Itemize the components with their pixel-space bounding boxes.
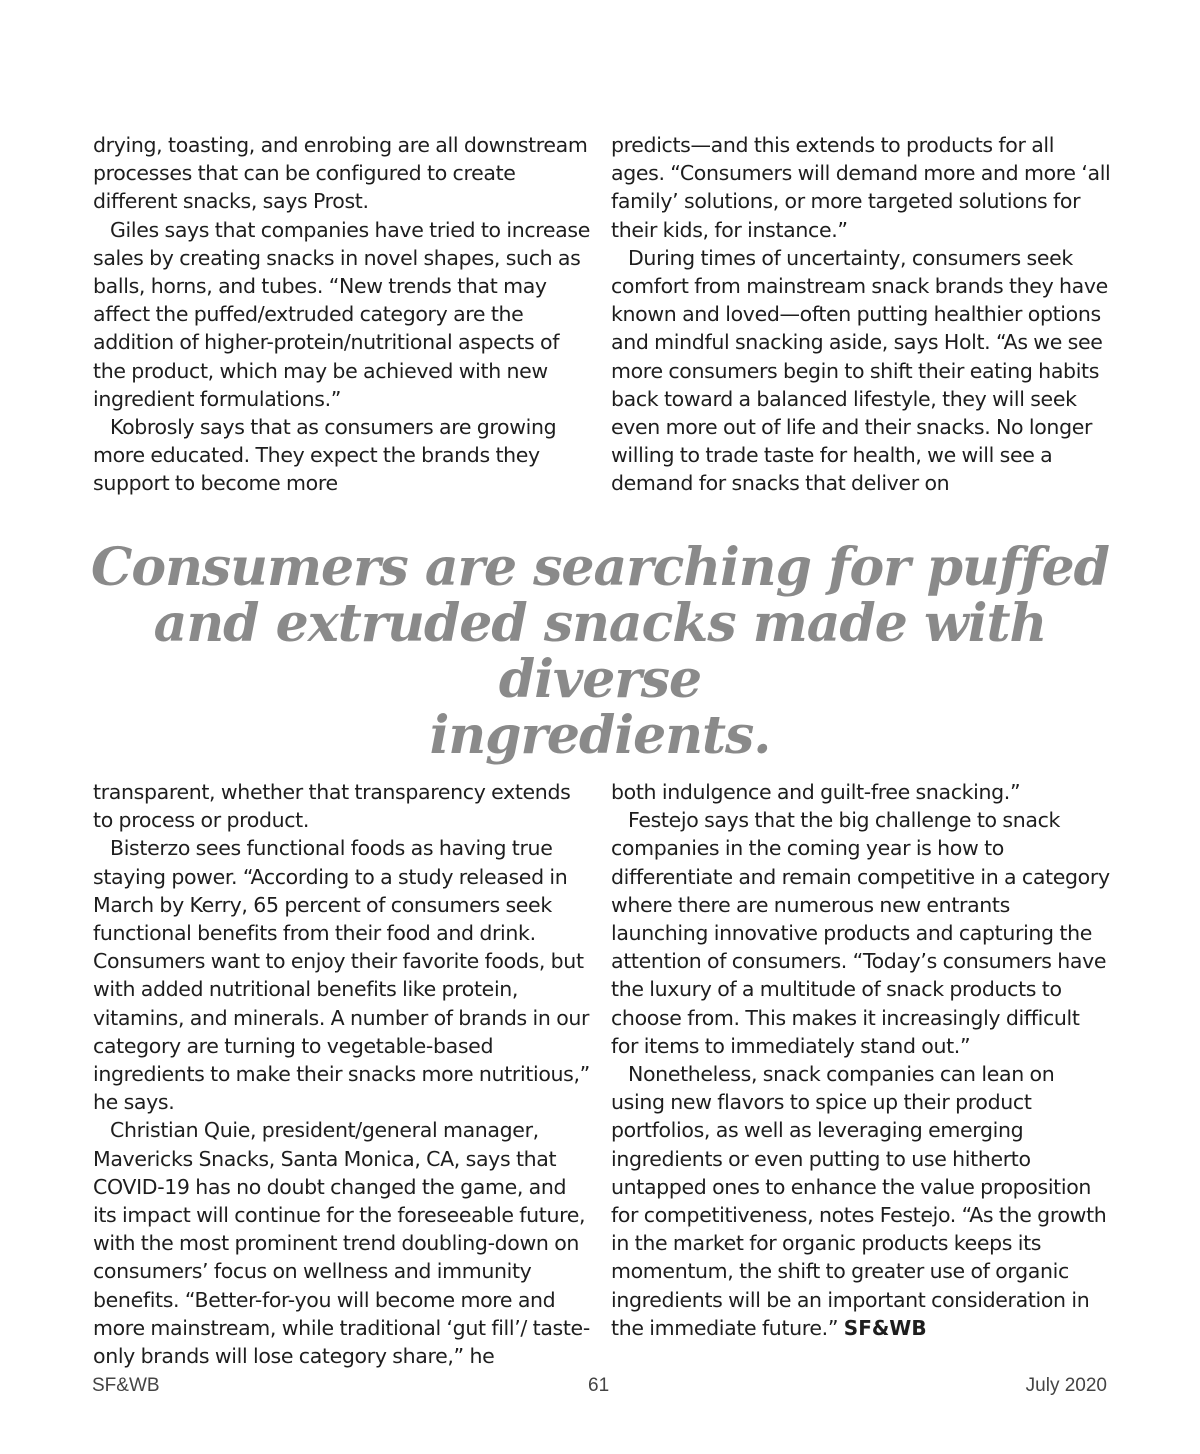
paragraph: transparent, whether that transparency extends to process or product. [93,780,571,833]
pull-quote [60,537,1140,766]
publication-signoff: SF&WB [843,1315,927,1340]
paragraph: Kobrosly says that as consumers are growing more educated. They expect the brands they support to become more [93,415,557,496]
paragraph-text: Nonetheless, snack companies can lean on using new flavors to spice up their product portfolios, as well as leveraging emerging ingredients or even putting to use hitherto untapped ones to enhance the value proposition for competitiveness, notes Festejo. “As the growth in the market for organic products keeps its momentum, the shift to greater use of organic ingredients will be an important consideration in the immediate future.” [611,1062,1107,1340]
article-column-bottom-right [611,778,1111,1342]
footer-page-number: 61 [588,1375,610,1396]
paragraph: Giles says that companies have tried to increase sales by creating snacks in novel shapes, such as balls, horns, and tubes. “New trends that may affect the puffed/extruded category are the addition of higher-protein/nutritional aspects of the product, which may be achieved with new ingredient formulations.” [93,217,590,411]
footer-publication-name: SF&WB [92,1375,160,1396]
article-column-top-right [611,131,1111,498]
article-column-bottom-left [93,778,593,1370]
paragraph: Festejo says that the big challenge to snack companies in the coming year is how to differentiate and remain competitive in a category where there are numerous new entrants launching innovative products and capturing the attention of consumers. “Today’s consumers have the luxury of a multitude of snack products to choose from. This makes it increasingly difficult for items to immediately stand out.” [611,808,1110,1058]
paragraph: Christian Quie, president/general manager, Mavericks Snacks, Santa Monica, CA, says that COVID-19 has no doubt changed the game, and its impact will continue for the foreseeable future, with the most prominent trend doubling-down on consumers’ focus on wellness and immunity benefits. “Better-for-you will become more and more mainstream, while traditional ‘gut fill’/ taste-only brands will lose category share,” he [93,1118,590,1369]
paragraph: During times of uncertainty, consumers seek comfort from mainstream snack brands they have known and loved—often putting healthier options and mindful snacking aside, says Holt. “As we see more consumers begin to shift their eating habits back toward a balanced lifestyle, they will seek even more out of life and their snacks. No longer willing to trade taste for health, we will see a demand for snacks that deliver on [611,245,1108,496]
paragraph: drying, toasting, and enrobing are all downstream processes that can be configured to create different snacks, says Prost. [93,133,588,214]
paragraph: predicts—and this extends to products for all ages. “Consumers will demand more and more ‘all family’ solutions, or more targeted solutions for their kids, for instance.” [611,133,1111,242]
pull-quote-line: ingredients. [429,705,771,766]
footer-issue-date: July 2020 [1025,1375,1107,1396]
pull-quote-line: and extruded snacks made with diverse [153,593,1047,710]
pull-quote-line: Consumers are searching for puffed [91,537,1109,598]
paragraph: Bisterzo sees functional foods as having true staying power. “According to a study released in March by Kerry, 65 percent of consumers seek functional benefits from their food and drink. Consumers want to enjoy their favorite foods, but with added nutritional benefits like protein, vitamins, and minerals. A number of brands in our category are turning to vegetable-based ingredients to make their snacks more nutritious,” he says. [93,836,590,1115]
paragraph [611,1060,1111,1342]
paragraph: both indulgence and guilt-free snacking.” [611,780,1021,804]
article-column-top-left [93,131,593,498]
